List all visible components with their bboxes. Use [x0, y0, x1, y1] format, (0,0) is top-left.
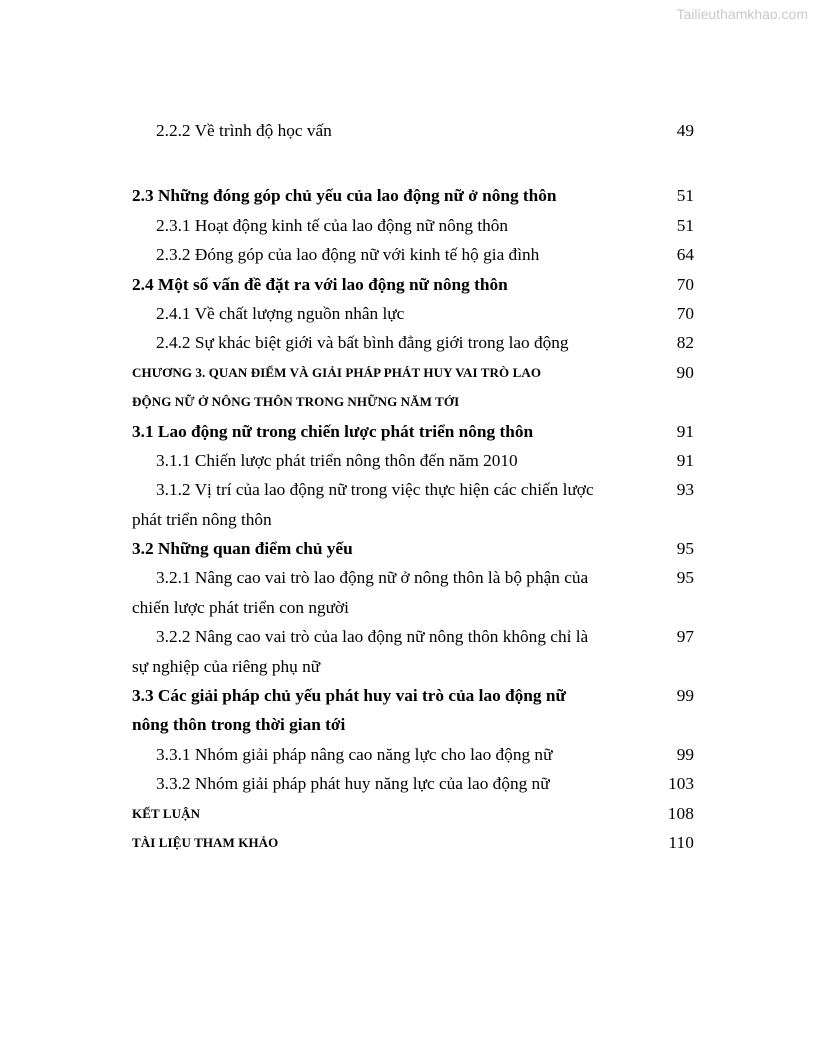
toc-entry-page: 49: [676, 121, 694, 140]
toc-entry-text: 3.1 Lao động nữ trong chiến lược phát triển nông thôn: [132, 421, 534, 441]
toc-entry-text: TÀI LIỆU THAM KHẢO: [132, 834, 279, 850]
toc-entry-text: nông thôn trong thời gian tới: [132, 715, 346, 735]
toc-entry-text: 2.3.2 Đóng góp của lao động nữ với kinh tế hộ gia đình: [156, 245, 540, 265]
toc-entry-text: 3.2 Những quan điểm chủ yếu: [132, 539, 353, 559]
toc-entry-text: KẾT LUẬN: [132, 805, 201, 821]
toc-entry-page: 51: [676, 215, 694, 235]
toc-entry-page: 70: [676, 274, 694, 294]
toc-entry-text: 3.3 Các giải pháp chủ yếu phát huy vai trò của lao động nữ: [132, 686, 566, 706]
toc-entry-text: 3.3.2 Nhóm giải pháp phát huy năng lực của lao động nữ: [156, 774, 550, 794]
toc-entry-chapter-3: [132, 358, 694, 387]
toc-entry-text: phát triển nông thôn: [132, 509, 272, 529]
toc-entry-page: 90: [676, 362, 694, 382]
toc-entry-text: 3.2.2 Nâng cao vai trò của lao động nữ nông thôn không chỉ là: [156, 627, 589, 647]
toc-entry-text: 2.4.1 Về chất lượng nguồn nhân lực: [156, 303, 405, 323]
toc-entry-2-2-2: [132, 116, 694, 145]
toc-entry-page: 91: [676, 450, 694, 470]
toc-entry-2-4-1: [132, 299, 694, 328]
toc-entry-3-2-1-cont: [132, 593, 694, 622]
toc-entry-3-2-2-cont: [132, 652, 694, 681]
table-of-contents: [132, 116, 694, 857]
toc-entry-text: 3.1.2 Vị trí của lao động nữ trong việc thực hiện các chiến lược: [156, 480, 594, 500]
toc-entry-2-3-1: [132, 211, 694, 240]
toc-entry-3-1-2-cont: [132, 505, 694, 534]
toc-entry-text: 3.3.1 Nhóm giải pháp nâng cao năng lực cho lao động nữ: [156, 744, 553, 764]
toc-entry-2-4: [132, 270, 694, 299]
toc-entry-page: 82: [676, 333, 694, 353]
toc-entry-page: 93: [676, 480, 694, 500]
toc-entry-page: 95: [676, 539, 694, 559]
toc-entry-3-3-1: [132, 740, 694, 769]
toc-entry-text: chiến lược phát triển con người: [132, 597, 349, 617]
toc-entry-3-2-1: [132, 563, 694, 592]
toc-entry-page: 51: [676, 186, 694, 206]
toc-entry-chapter-3-cont: [132, 387, 694, 416]
toc-entry-3-2: [132, 534, 694, 563]
toc-entry-3-2-2: [132, 622, 694, 651]
toc-entry-page: 70: [676, 303, 694, 323]
toc-entry-text: CHƯƠNG 3. QUAN ĐIỂM VÀ GIẢI PHÁP PHÁT HUY VAI TRÒ LAO: [132, 364, 542, 380]
toc-entry-text: ĐỘNG NỮ Ở NÔNG THÔN TRONG NHỮNG NĂM TỚI: [132, 394, 460, 410]
toc-entry-3-3-cont: [132, 710, 694, 739]
toc-entry-page: 97: [676, 627, 694, 647]
toc-entry-text: 2.4 Một số vấn đề đặt ra với lao động nữ nông thôn: [132, 274, 508, 294]
watermark: Tailieuthamkhao.com: [676, 6, 808, 22]
toc-entry-page: 99: [676, 744, 694, 764]
toc-entry-text: 2.2.2 Về trình độ học vấn: [156, 121, 332, 140]
toc-entry-text: 2.4.2 Sự khác biệt giới và bất bình đẳng giới trong lao động: [156, 333, 569, 353]
toc-entry-3-1: [132, 417, 694, 446]
toc-entry-3-1-1: [132, 446, 694, 475]
toc-entry-page: 108: [667, 803, 694, 823]
toc-entry-references: [132, 828, 694, 857]
toc-entry-page: 110: [668, 832, 694, 852]
toc-entry-3-1-2: [132, 475, 694, 504]
toc-entry-3-3-2: [132, 769, 694, 798]
toc-entry-page: 64: [676, 245, 694, 265]
toc-entry-text: 3.2.1 Nâng cao vai trò lao động nữ ở nông thôn là bộ phận của: [156, 568, 589, 588]
toc-entry-text: sự nghiệp của riêng phụ nữ: [132, 656, 321, 676]
toc-entry-text: 2.3 Những đóng góp chủ yếu của lao động nữ ở nông thôn: [132, 186, 557, 206]
toc-entry-page: 103: [668, 774, 694, 794]
toc-entry-2-3: [132, 181, 694, 210]
toc-entry-conclusion: [132, 799, 694, 828]
toc-entry-2-4-2: [132, 328, 694, 357]
toc-entry-3-3: [132, 681, 694, 710]
toc-entry-page: 91: [676, 421, 694, 441]
toc-entry-page: 99: [676, 686, 694, 706]
toc-entry-page: 95: [676, 568, 694, 588]
toc-entry-2-3-2: [132, 240, 694, 269]
toc-entry-text: 3.1.1 Chiến lược phát triển nông thôn đến năm 2010: [156, 450, 518, 470]
toc-entry-text: 2.3.1 Hoạt động kinh tế của lao động nữ nông thôn: [156, 215, 509, 235]
